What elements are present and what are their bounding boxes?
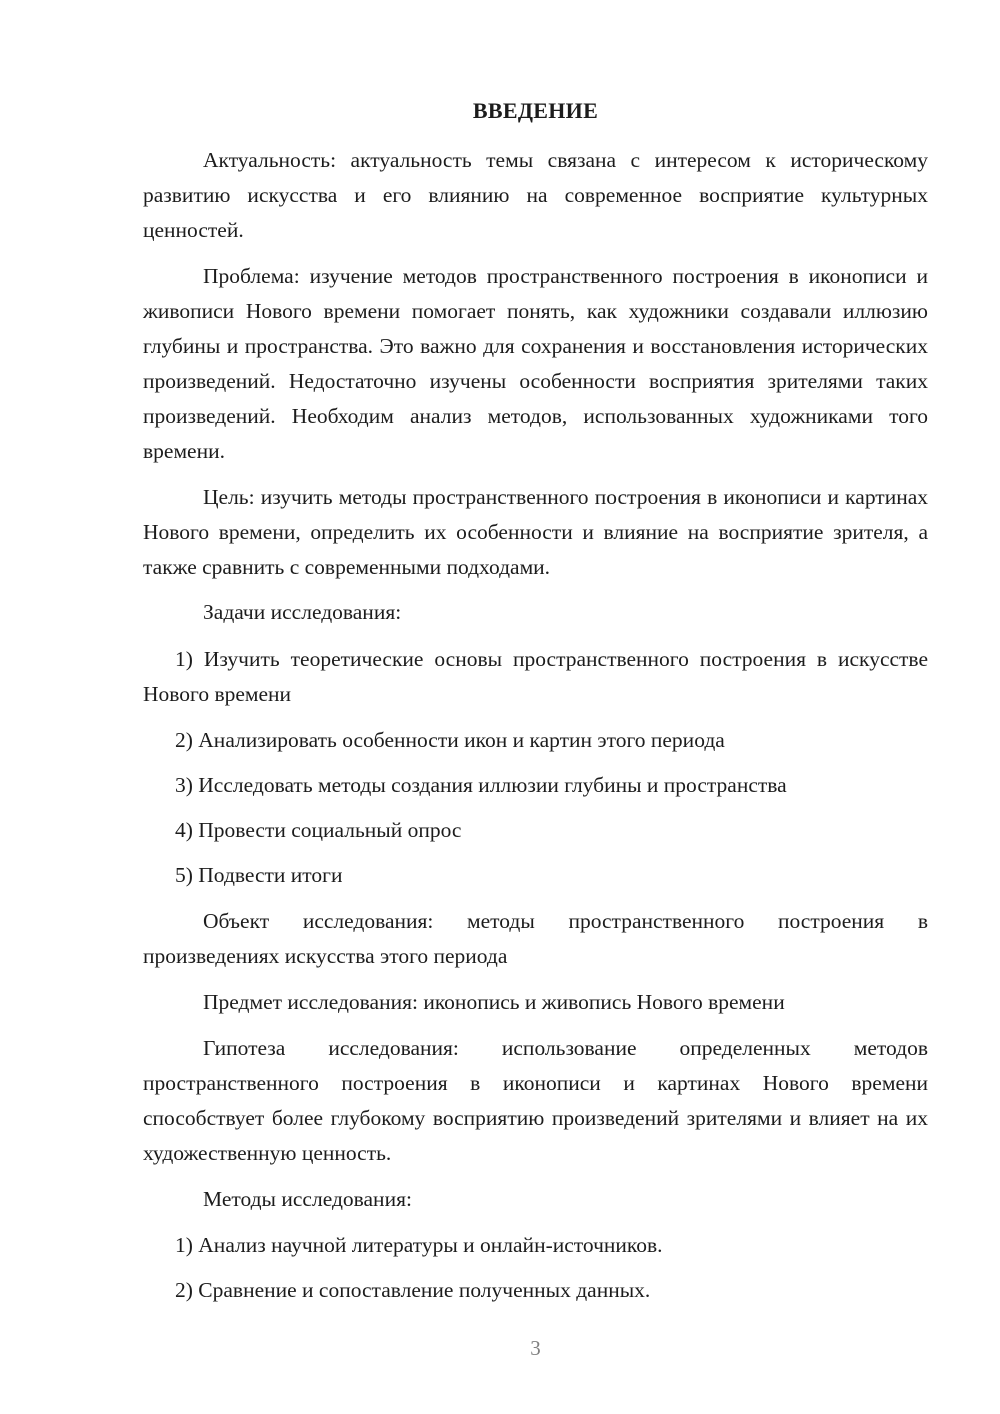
task-item-2: 2) Анализировать особенности икон и картин этого периода [175, 728, 725, 752]
method-item-2: 2) Сравнение и сопоставление полученных данных. [175, 1278, 651, 1302]
task-item-4: 4) Провести социальный опрос [175, 818, 462, 842]
document-page [143, 0, 928, 1414]
task-item-3: 3) Исследовать методы создания иллюзии глубины и пространства [175, 773, 787, 797]
page-number: 3 [530, 1336, 541, 1360]
hypothesis-paragraph: Гипотеза исследования: использование определенных методов пространственного построения в иконописи и картинах Нового времени способствует более глубокому восприятию произведений зрителями и влияет на их художественную ценность. [143, 1036, 928, 1165]
tasks-title: Задачи исследования: [203, 600, 402, 624]
task-item-1: 1) Изучить теоретические основы пространственного построения в искусстве Нового времени [143, 647, 928, 706]
section-heading: ВВЕДЕНИЕ [472, 98, 599, 123]
problem-paragraph: Проблема: изучение методов пространственного построения в иконописи и живописи Нового времени помогает понять, как художники создавали иллюзию глубины и пространства. Это важно для сохранения и восстановления исторических произведений. Недостаточно изучены особенности восприятия зрителями таких произведений. Необходим анализ методов, использованных художниками того времени. [143, 264, 928, 463]
methods-title: Методы исследования: [203, 1187, 412, 1211]
object-paragraph: Объект исследования: методы пространственного построения в произведениях искусства этого периода [143, 909, 928, 968]
goal-paragraph: Цель: изучить методы пространственного построения в иконописи и картинах Нового времени, определить их особенности и влияние на восприятие зрителя, а также сравнить с современными подходами. [143, 485, 928, 579]
relevance-paragraph: Актуальность: актуальность темы связана с интересом к историческому развитию искусства и его влиянию на современное восприятие культурных ценностей. [143, 148, 928, 242]
method-item-1: 1) Анализ научной литературы и онлайн-источников. [175, 1233, 663, 1257]
subject-paragraph: Предмет исследования: иконопись и живопись Нового времени [203, 990, 785, 1014]
task-item-5: 5) Подвести итоги [175, 863, 343, 887]
